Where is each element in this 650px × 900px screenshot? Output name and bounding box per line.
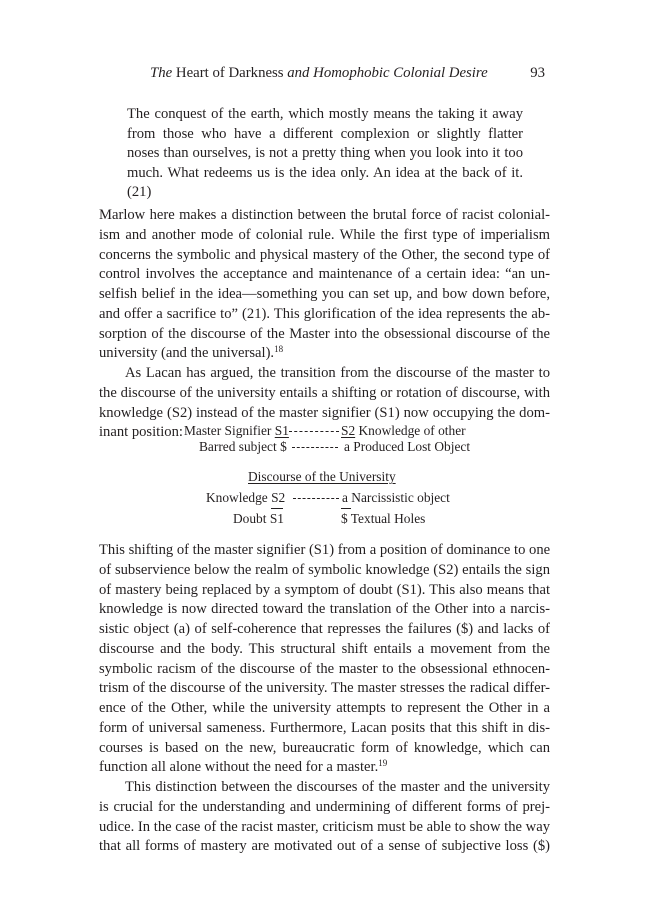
paragraph-line: of subservience below the realm of symbolic knowledge (S2) entails the sign [99, 561, 550, 578]
paragraph-line: This distinction between the discourses of the master and the university [125, 779, 550, 795]
knowledge-text: Knowledge [206, 490, 272, 505]
block-quote-line: (21) [127, 184, 152, 201]
dashed-connector [292, 447, 338, 448]
university-discourse-title: Discourse of the University [248, 469, 396, 484]
running-head-title [150, 63, 488, 83]
textual-holes-text: Textual Holes [347, 511, 426, 526]
block-quote-line: much. What redeems us is the idea only. An idea at the back of it. [127, 164, 523, 181]
block-quote-line: The conquest of the earth, which mostly means the taking it away [127, 106, 523, 122]
paragraph-marlow [99, 206, 550, 443]
paragraph-line-text: university (and the universal). [99, 345, 275, 362]
paragraph-line: ence of the Other, while the university attempts to represent the Other in a [99, 700, 550, 716]
barred-subject-symbol: $ [280, 439, 287, 454]
paragraph-line: trism of the discourse of the university. The master stresses the radical differ- [99, 680, 550, 697]
paragraph-line-text: function all alone without the need for a master. [99, 759, 379, 776]
paragraph-line: selfish belief in the idea—something you can set up, and bow down before, [99, 286, 550, 302]
s2-symbol: S2 [341, 423, 356, 438]
paragraph-line: the discourse of the university entails a shifting or rotation of discourse, with [99, 384, 550, 401]
master-signifier-text: Master Signifier [184, 423, 275, 438]
doubt-label: Doubt S1 [233, 511, 284, 526]
paragraph-line: is crucial for the understanding and undermining of different forms of prej- [99, 798, 550, 815]
fraction-bar [271, 508, 283, 509]
paragraph-line: that all forms of mastery are motivated out of a sense of subjective loss ($) [99, 838, 550, 855]
paragraph-line: discourse and the body. This structural shift entails a movement from the [99, 640, 550, 657]
block-quote-line: from those who have a different complexion or slightly flatter [127, 125, 523, 142]
knowledge-of-other-text: Knowledge of other [355, 423, 466, 438]
knowledge-label [206, 490, 285, 506]
running-head-title-work: Heart of Darkness [172, 65, 288, 81]
paragraph-line: ism and another mode of colonial rule. While the first type of imperialism [99, 226, 550, 243]
s2-symbol: S2 [271, 490, 286, 505]
footnote-marker: 19 [378, 758, 388, 769]
paragraph-line: As Lacan has argued, the transition from the discourse of the master to [125, 365, 550, 381]
paragraph-line: concerns the symbolic and physical mastery of the Other, the second type of [99, 246, 550, 263]
paragraph-line [99, 758, 550, 778]
narcissistic-object-label [342, 490, 450, 506]
fraction-bar [341, 508, 351, 509]
paragraph-line: inant position: [99, 424, 183, 441]
produced-lost-object-label: a Produced Lost Object [344, 439, 471, 454]
paragraph-shift [99, 541, 550, 857]
paragraph-line: This shifting of the master signifier (S1) from a position of dominance to one [99, 542, 551, 558]
paragraph-line: sorption of the discourse of the Master into the obsessional discourse of the [99, 325, 550, 342]
paragraph-line: courses is based on the new, bureaucratic form of knowledge, which can [99, 739, 550, 756]
barred-subject-symbol: $ [341, 511, 348, 526]
narcissistic-object-text: Narcissistic object [347, 490, 450, 505]
paragraph-line: sistic object (a) of self-coherence that represses the failures ($) and lacks of [99, 621, 550, 637]
running-head-title-rest: and Homophobic Colonial Desire [287, 65, 488, 81]
a-symbol: a [342, 490, 348, 505]
dashed-connector [293, 498, 339, 499]
running-head-title-the: The [150, 65, 173, 81]
paragraph-line: udice. In the case of the racist master, criticism must be able to show the way [99, 818, 550, 835]
textual-holes-label [341, 511, 425, 527]
paragraph-line: Marlow here makes a distinction between the brutal force of racist colonial- [99, 207, 550, 223]
paragraph-line: symbolic racism of the discourse of the master to the obsessional ethnocen- [99, 660, 550, 677]
paragraph-line: form of universal sameness. Furthermore, Lacan posits that this shift in dis- [99, 719, 550, 736]
block-quote-line: noses than ourselves, is not a pretty thing when you look into it too [127, 145, 523, 162]
paragraph-line: control involves the acceptance and maintenance of a certain idea: “an un- [99, 266, 550, 283]
block-quote [127, 105, 523, 203]
paragraph-line: knowledge is now directed toward the translation of the Other into a narcis- [99, 601, 550, 618]
page-number: 93 [530, 65, 545, 81]
barred-subject-text: Barred subject [199, 439, 281, 454]
paragraph-line: knowledge (S2) instead of the master signifier (S1) now occupying the dom- [99, 404, 550, 421]
paragraph-line: of mastery being replaced by a symptom of doubt (S1). This also means that [99, 581, 550, 598]
paragraph-line: and offer a sacrifice to” (21). This glorification of the idea represents the ab- [99, 305, 550, 322]
paragraph-line [99, 344, 550, 364]
footnote-marker: 18 [274, 344, 284, 355]
s1-symbol: S1 [274, 423, 289, 438]
